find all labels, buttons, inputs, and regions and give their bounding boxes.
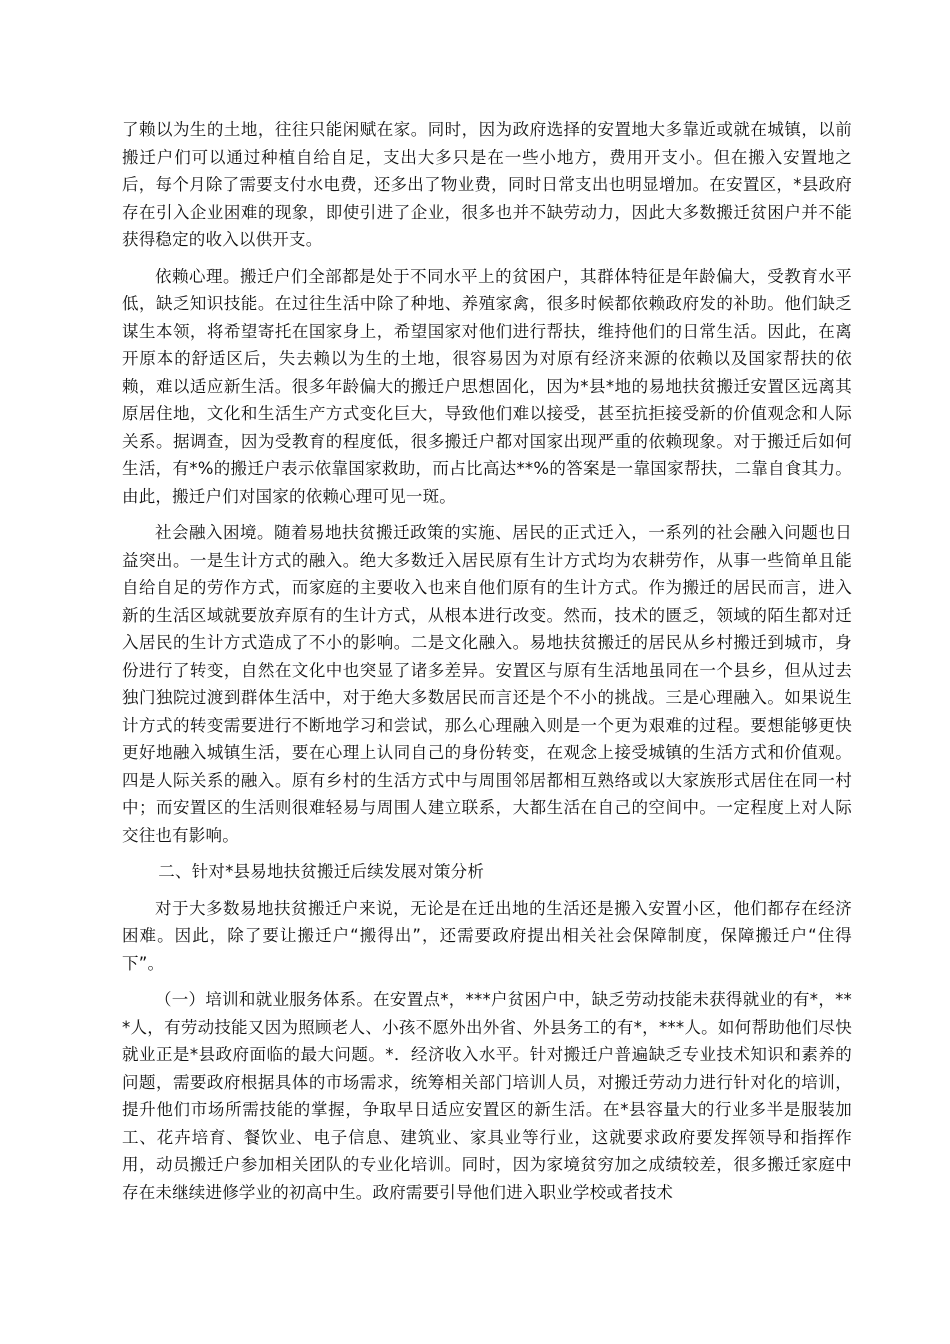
paragraph-dependency-mentality: 依赖心理。搬迁户们全部都是处于不同水平上的贫困户，其群体特征是年龄偏大，受教育水平低，缺乏知识技能。在过往生活中除了种地、养殖家禽，很多时候都依赖政府发的补助。他们缺乏谋生本领，将希望寄托在国家身上，希望国家对他们进行帮扶，维持他们的日常生活。因此，在离开原本的舒适区后，失去赖以为生的土地，很容易因为对原有经济来源的依赖以及国家帮扶的依赖，难以适应新生活。很多年龄偏大的搬迁户思想固化，因为*县*地的易地扶贫搬迁安置区远离其原居住地，文化和生活生产方式变化巨大，导致他们难以接受，甚至抗拒接受新的价值观念和人际关系。据调查，因为受教育的程度低，很多搬迁户都对国家出现严重的依赖现象。对于搬迁后如何生活，有*%的搬迁户表示依靠国家救助，而占比高达**%的答案是一靠国家帮扶，二靠自食其力。由此，搬迁户们对国家的依赖心理可见一斑。 xyxy=(122,266,852,506)
paragraph-income-continuation: 了赖以为生的土地，往往只能闲赋在家。同时，因为政府选择的安置地大多靠近或就在城镇，以前搬迁户们可以通过种植自给自足，支出大多只是在一些小地方，费用开支小。但在搬入安置地之后，每个月除了需要支付水电费，还多出了物业费，同时日常支出也明显增加。在安置区，*县政府存在引入企业困难的现象，即使引进了企业，很多也并不缺劳动力，因此大多数搬迁贫困户并不能获得稳定的收入以供开支。 xyxy=(122,120,852,249)
paragraph-social-integration: 社会融入困境。随着易地扶贫搬迁政策的实施、居民的正式迁入，一系列的社会融入问题也日益突出。一是生计方式的融入。绝大多数迁入居民原有生计方式均为农耕劳作，从事一些简单且能自给自足的劳作方式，而家庭的主要收入也来自他们原有的生计方式。作为搬迁的居民而言，进入新的生活区域就要放弃原有的生计方式，从根本进行改变。然而，技术的匮乏，领域的陌生都对迁入居民的生计方式造成了不小的影响。二是文化融入。易地扶贫搬迁的居民从乡村搬迁到城市，身份进行了转变，自然在文化中也突显了诸多差异。安置区与原有生活地虽同在一个县乡，但从过去独门独院过渡到群体生活中，对于绝大多数居民而言还是个不小的挑战。三是心理融入。如果说生计方式的转变需要进行不断地学习和尝试，那么心理融入则是一个更为艰难的过程。要想能够更快更好地融入城镇生活，要在心理上认同自己的身份转变，在观念上接受城镇的生活方式和价值观。四是人际关系的融入。原有乡村的生活方式中与周围邻居都相互熟络或以大家族形式居住在同一村中；而安置区的生活则很难轻易与周围人建立联系，大都生活在自己的空间中。一定程度上对人际交往也有影响。 xyxy=(122,523,852,845)
paragraph-training-employment: （一）培训和就业服务体系。在安置点*，***户贫困户中，缺乏劳动技能未获得就业的有*，***人，有劳动技能又因为照顾老人、小孩不愿外出外省、外县务工的有*，***人。如何帮助他们尽快就业正是*县政府面临的最大问题。*．经济收入水平。针对搬迁户普遍缺乏专业技术知识和素养的问题，需要政府根据具体的市场需求，统筹相关部门培训人员，对搬迁劳动力进行针对化的培训，提升他们市场所需技能的掌握，争取早日适应安置区的新生活。在*县容量大的行业多半是服装加工、花卉培育、餐饮业、电子信息、建筑业、家具业等行业，这就要求政府要发挥领导和指挥作用，动员搬迁户参加相关团队的专业化培训。同时，因为家境贫穷加之成绩较差，很多搬迁家庭中存在未继续进修学业的初高中生。政府需要引导他们进入职业学校或者技术 xyxy=(122,990,852,1202)
document-body xyxy=(122,116,852,1215)
section-heading: 二、针对*县易地扶贫搬迁后续发展对策分析 xyxy=(158,862,485,881)
paragraph-economic-hardship: 对于大多数易地扶贫搬迁户来说，无论是在迁出地的生活还是搬入安置小区，他们都存在经济困难。因此，除了要让搬迁户“搬得出”，还需要政府提出相关社会保障制度，保障搬迁户“住得下”。 xyxy=(122,898,852,973)
